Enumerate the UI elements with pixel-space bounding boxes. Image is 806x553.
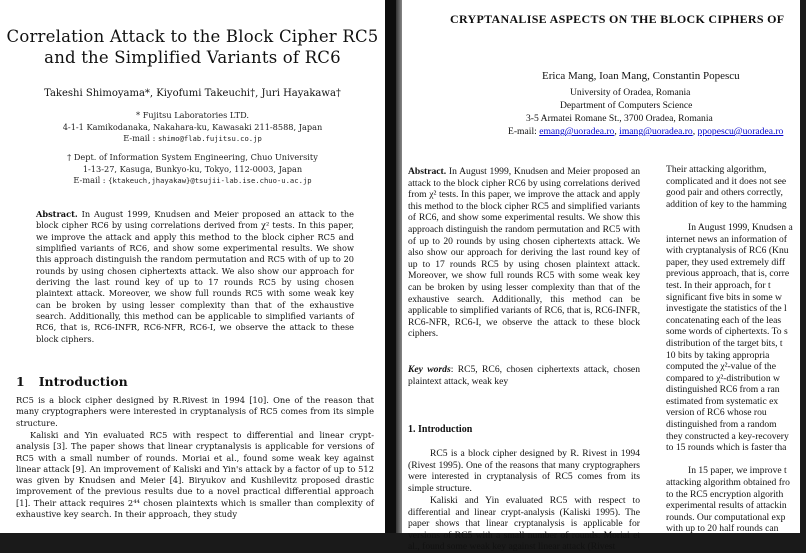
column-line: paper, they used extremely diff	[666, 256, 786, 268]
column-line: Their attacking algorithm,	[666, 164, 767, 175]
affiliation-1	[0, 110, 385, 145]
column-line: In 15 paper, we improve t	[688, 465, 787, 477]
column-line: complicated and it does not see	[666, 175, 787, 187]
body-paragraph: RC5 is a block cipher designed by R.Rivest in 1994 [10]. One of the reason that many cryptographers were interested in cryptanalysis of RC5 comes from its simple structure.	[16, 395, 374, 428]
column-line: some words of ciphertexts. To s	[666, 326, 788, 338]
column-line	[666, 210, 806, 222]
body-paragraph: RC5 is a block cipher designed by R. Rivest in 1994 (Rivest 1995). One of the reasons that many cryptographers were interested in cryptanalysis of RC5 comes from its simple structure.	[408, 448, 640, 494]
column-line: previous approach, that is, corre	[666, 268, 790, 280]
column-line: good pair and others correctly,	[666, 187, 783, 199]
affiliation-email	[0, 133, 385, 145]
affiliation-university: University of Oradea, Romania	[570, 87, 691, 98]
abstract-label: Abstract.	[408, 166, 447, 177]
email-link[interactable]: imang@uoradea.ro	[619, 126, 693, 137]
column-line: addition of key to the hamming	[666, 198, 787, 210]
column-line: they constructed a key-recovery	[666, 430, 789, 442]
abstract-label: Abstract.	[36, 209, 78, 219]
column-line: version of RC6 whose rou	[666, 407, 767, 419]
column-line: with cryptanalysis of RC6 (Knu	[666, 245, 789, 257]
column-line: test. In their approach, for t	[666, 279, 771, 291]
email-address: {ktakeuch,jhayakaw}@tsujii-lab.ise.chuo-u.ac.jp	[108, 176, 312, 185]
column-line: investigate the statistics of the l	[666, 303, 787, 315]
affiliation-address: 3-5 Armatei Romane St., 3700 Oradea, Romania	[526, 113, 713, 124]
column-line: computed the χ²-value of the	[666, 361, 776, 373]
column-line: distribution of the target bits, t	[666, 337, 783, 349]
section-number: 1	[16, 374, 25, 389]
author-list: Erica Mang, Ioan Mang, Constantin Popescu	[542, 70, 740, 82]
column-line: compared to χ²-distribution w	[666, 372, 780, 384]
column-line: experimental results of attackin	[666, 500, 787, 512]
column-line: distinguished from a random	[666, 419, 777, 431]
affiliation-name: † Dept. of Information System Engineering, Chuo University	[67, 152, 318, 162]
column-line: to 15 rounds which is faster tha	[666, 442, 787, 454]
affiliation-department: Department of Computers Science	[560, 100, 693, 111]
title-line: and the Simplified Variants of RC6	[44, 48, 341, 67]
abstract	[36, 209, 354, 345]
email-label: E-mail:	[508, 126, 537, 137]
affiliation-address: 4-1-1 Kamikodanaka, Nakahara-ku, Kawasaki 211-8588, Japan	[62, 121, 323, 132]
left-paper-page	[0, 0, 385, 533]
abstract	[408, 166, 640, 340]
body-paragraph: Kaliski and Yin evaluated RC5 with respect to differential and linear crypt-analysis (Kaliski 1995). The paper shows that linear cryptanalysis is applicable for versions of RC5 with a small number of rounds. Moriai et al., found some weak key against linear attack (Rivest	[408, 495, 640, 553]
email-label: E-mail :	[123, 133, 156, 143]
column-line: to the RC5 encryption algorith	[666, 488, 784, 500]
affiliation-address: 1-13-27, Kasuga, Bunkyo-ku, Tokyo, 112-0003, Japan	[82, 163, 303, 174]
column-line: rounds. Our computational exp	[666, 511, 786, 523]
email-address: shimo@flab.fujitsu.co.jp	[157, 134, 262, 143]
paper-title	[0, 26, 385, 68]
email-label: E-mail :	[73, 175, 106, 185]
column-line: with up to 20 half rounds can	[666, 523, 779, 535]
affiliation-name: * Fujitsu Laboratories LTD.	[136, 110, 249, 120]
column-line: distinguished RC6 from a ran	[666, 384, 780, 396]
keywords-label: Key words	[408, 364, 451, 375]
abstract-text: In August 1999, Knudsen and Meier proposed an attack to the block cipher RC6 by using correlations derived from χ² tests. In this paper, we improve the attack and apply this method to the block cipher RC5 and simplified variants of RC6, and show some experimental results. We show this approach distinguish the random permutation and RC5 with of up to 20 rounds by using chosen ciphertexts attack. We also show our approach for deriving the last round key of up to 17 rounds RC5 by using chosen plaintext attack. Moreover, we show full rounds RC5 with some weak key can be broken by using lesser complexity than that of the exhaustive search. Additionally, this method can be applicable to simplified variants of RC6, that is, RC6-INFR, RC6-NFR, RC6-I, we observe the attack to these block ciphers.	[36, 209, 354, 344]
affiliation-2	[0, 152, 385, 187]
second-column	[666, 164, 806, 535]
paper-title: CRYPTANALISE ASPECTS ON THE BLOCK CIPHERS OF	[450, 12, 785, 26]
column-line: internet news an information of	[666, 233, 787, 245]
column-line: 10 bits by taking appropria	[666, 349, 770, 361]
abstract-text: In August 1999, Knudsen and Meier proposed an attack to the block cipher RC6 by using correlations derived from χ² tests. In this paper, we improve the attack and apply this method to the block cipher RC5 and simplified variants of RC6, and show some experimental results. We show this approach distinguish the random permutation and RC5 with of up to 20 rounds by using chosen ciphertexts attack. We also show our approach for deriving the last round key of up to 17 rounds RC5 by using chosen plaintext attack. Moreover, we show full rounds RC5 with some weak key can be broken by using lesser complexity than that of the exhaustive search. Additionally, this method can be applicable to simplified variants of RC6, that is, RC6-INFR, RC6-NFR, RC6-I, we observe the attack to these block ciphers.	[408, 166, 640, 340]
affiliation-email: E-mail: emang@uoradea.ro, imang@uoradea.ro, ppopescu@uoradea.ro	[508, 126, 784, 137]
right-paper-page	[402, 0, 800, 553]
column-line: concatenating each of the leas	[666, 314, 782, 326]
title-line: Correlation Attack to the Block Cipher RC5	[6, 27, 379, 46]
email-link[interactable]: ppopescu@uoradea.ro	[697, 126, 784, 137]
column-line	[666, 454, 806, 466]
column-line: attacking algorithm obtained fro	[666, 477, 790, 489]
keywords	[408, 364, 640, 387]
section-title: Introduction	[38, 374, 128, 389]
email-link[interactable]: emang@uoradea.ro	[539, 126, 615, 137]
column-line: estimated from systematic ex	[666, 395, 779, 407]
section-heading	[16, 374, 128, 389]
affiliation-email	[0, 175, 385, 187]
body-paragraph: Kaliski and Yin evaluated RC5 with respect to differential and linear crypt-analysis [3]. The paper shows that linear cryptanalysis is applicable for versions of RC5 with a small number of rounds. Moriai et al., found some weak key against linear attack [9]. An improvement of Kaliski and Yin's attack by a factor of up to 512 was given by Knudsen and Meier [4]. Biryukov and Kushilevitz proposed drastic improvement of the previous results due to a novel practical differential approach [1]. Their attack requires 2⁴⁴ chosen plaintexts which is smaller than complexity of exhaustive key search. In their approach, they study	[16, 430, 374, 520]
keywords-text: : RC5, RC6, chosen ciphertexts attack, chosen plaintext attack, weak key	[408, 364, 640, 387]
author-list: Takeshi Shimoyama*, Kiyofumi Takeuchi†, Juri Hayakawa†	[44, 88, 341, 99]
column-line: significant five bits in some w	[666, 291, 782, 303]
section-heading: 1. Introduction	[408, 424, 473, 435]
column-line: In August 1999, Knudsen a	[688, 221, 793, 233]
